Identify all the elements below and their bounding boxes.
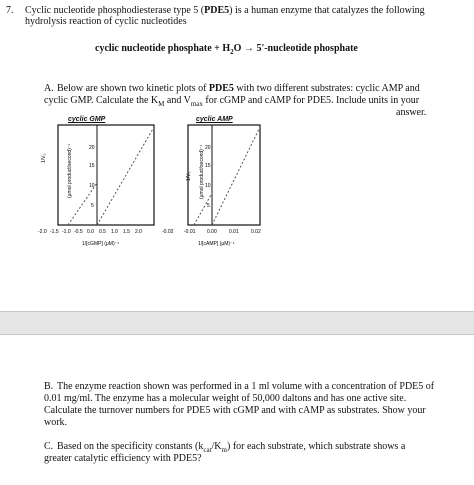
plot-cgmp-xtick: 0.0 — [87, 229, 94, 235]
equation-products: 5'-nucleotide phosphate — [256, 43, 358, 54]
plot-camp-xlabel: 1/[cAMP] (μM)⁻¹ — [198, 241, 235, 247]
plot-cgmp-xtick: -0.5 — [74, 229, 83, 235]
plot-camp-ylabel2: (μmol product/second)⁻¹ — [199, 144, 205, 199]
plot-camp-ytick: 20 — [205, 145, 211, 151]
part-a-text-b: with two different substrates: cyclic AMP and — [233, 83, 420, 94]
part-c-line2: greater catalytic efficiency with PDE5? — [44, 453, 202, 464]
part-a-vmax-text: and V — [164, 95, 191, 106]
plot-cgmp-xlabel: 1/[cGMP] (μM)⁻¹ — [82, 241, 119, 247]
enzyme-name: PDE5 — [204, 5, 230, 16]
equation-subscript: 2 — [230, 48, 234, 56]
part-c-text-a: Based on the specificity constants (k — [57, 441, 204, 452]
plot-camp-xtick: -0.01 — [184, 229, 196, 235]
part-a-text-a: Below are shown two kinetic plots of — [57, 83, 209, 94]
part-c-text-c: ) for each substrate, which substrate shows a — [226, 441, 406, 452]
vmax-subscript: max — [190, 100, 203, 108]
plot-cgmp-xtick: 1.5 — [123, 229, 130, 235]
intro-text-b: ) is a human enzyme that catalyzes the following — [229, 5, 425, 16]
plot-cgmp-ytick: 10 — [89, 183, 95, 189]
plot-cgmp-xtick: -1.5 — [50, 229, 59, 235]
plot-camp-xtick: 0.01 — [229, 229, 239, 235]
reaction-arrow: → — [243, 43, 254, 54]
question-number: 7. — [6, 5, 14, 16]
plot-camp-ytick: 10 — [205, 183, 211, 189]
part-a-units-text: for cGMP and cAMP for PDE5. Include units in your — [202, 95, 420, 106]
part-b-line4: work. — [44, 417, 68, 428]
section-divider — [0, 311, 474, 335]
part-c-text-b: /K — [211, 441, 222, 452]
plot-cgmp-ylabel: 1/V₀ — [41, 153, 47, 163]
plot-cgmp-title: cyclic GMP — [68, 116, 106, 123]
plot-camp-xtick: 0.00 — [207, 229, 217, 235]
question-intro-line2: hydrolysis reaction of cyclic nucleotides — [25, 16, 187, 27]
intro-text-a: Cyclic nucleotide phosphodiesterase type 5 ( — [25, 5, 205, 16]
plot-cgmp-xtick: 2.0 — [135, 229, 142, 235]
plot-camp-line-upper — [212, 127, 260, 225]
part-a-line1 — [57, 83, 467, 95]
plot-camp-ytick: 15 — [205, 163, 211, 169]
plot-cgmp — [38, 123, 158, 253]
km-subscript: M — [158, 100, 165, 108]
equation-reactants: cyclic nucleotide phosphate + H — [95, 43, 231, 54]
plot-camp-xtick: 0.02 — [251, 229, 261, 235]
plot-cgmp-xtick: -1.0 — [62, 229, 71, 235]
km-subscript-c: m — [221, 446, 227, 454]
part-a-line3: answer. — [396, 107, 427, 118]
plot-cgmp-ytick: 5 — [91, 203, 94, 209]
part-a-label: A. — [44, 83, 54, 94]
plot-camp-title: cyclic AMP — [196, 116, 233, 123]
part-b-label: B. — [44, 381, 54, 392]
part-a-line2 — [44, 95, 469, 107]
part-b-line2: 0.01 mg/ml. The enzyme has a molecular weight of 50,000 daltons and has one active site. — [44, 393, 407, 404]
part-b-line3: Calculate the turnover numbers for PDE5 with cGMP and with cAMP as substrates. Show your — [44, 405, 426, 416]
part-b-line1: The enzyme reaction shown was performed in a 1 ml volume with a concentration of PDE5 of — [57, 381, 435, 392]
plot-camp-xtick: -0.02 — [162, 229, 174, 235]
plot-camp-ylabel: 1/V₀ — [186, 171, 192, 181]
reaction-equation — [95, 43, 358, 54]
part-c-label: C. — [44, 441, 54, 452]
equation-oxygen: O — [233, 43, 242, 54]
plot-cgmp-line-upper — [97, 127, 154, 225]
plot-camp-ytick: 5 — [207, 203, 210, 209]
plot-cgmp-ytick: 15 — [89, 163, 95, 169]
plot-camp — [162, 123, 264, 253]
part-a-enzyme: PDE5 — [208, 83, 234, 94]
plot-cgmp-ylabel2: (μmol product/second)⁻¹ — [67, 143, 73, 198]
kcat-subscript: cat — [203, 446, 212, 454]
part-a-km-text: cyclic GMP. Calculate the K — [44, 95, 159, 106]
plot-cgmp-ytick: 20 — [89, 145, 95, 151]
plot-cgmp-xtick: 0.5 — [99, 229, 106, 235]
part-c-line1 — [57, 441, 405, 453]
plot-cgmp-xtick: -2.0 — [38, 229, 47, 235]
plot-cgmp-xtick: 1.0 — [111, 229, 118, 235]
